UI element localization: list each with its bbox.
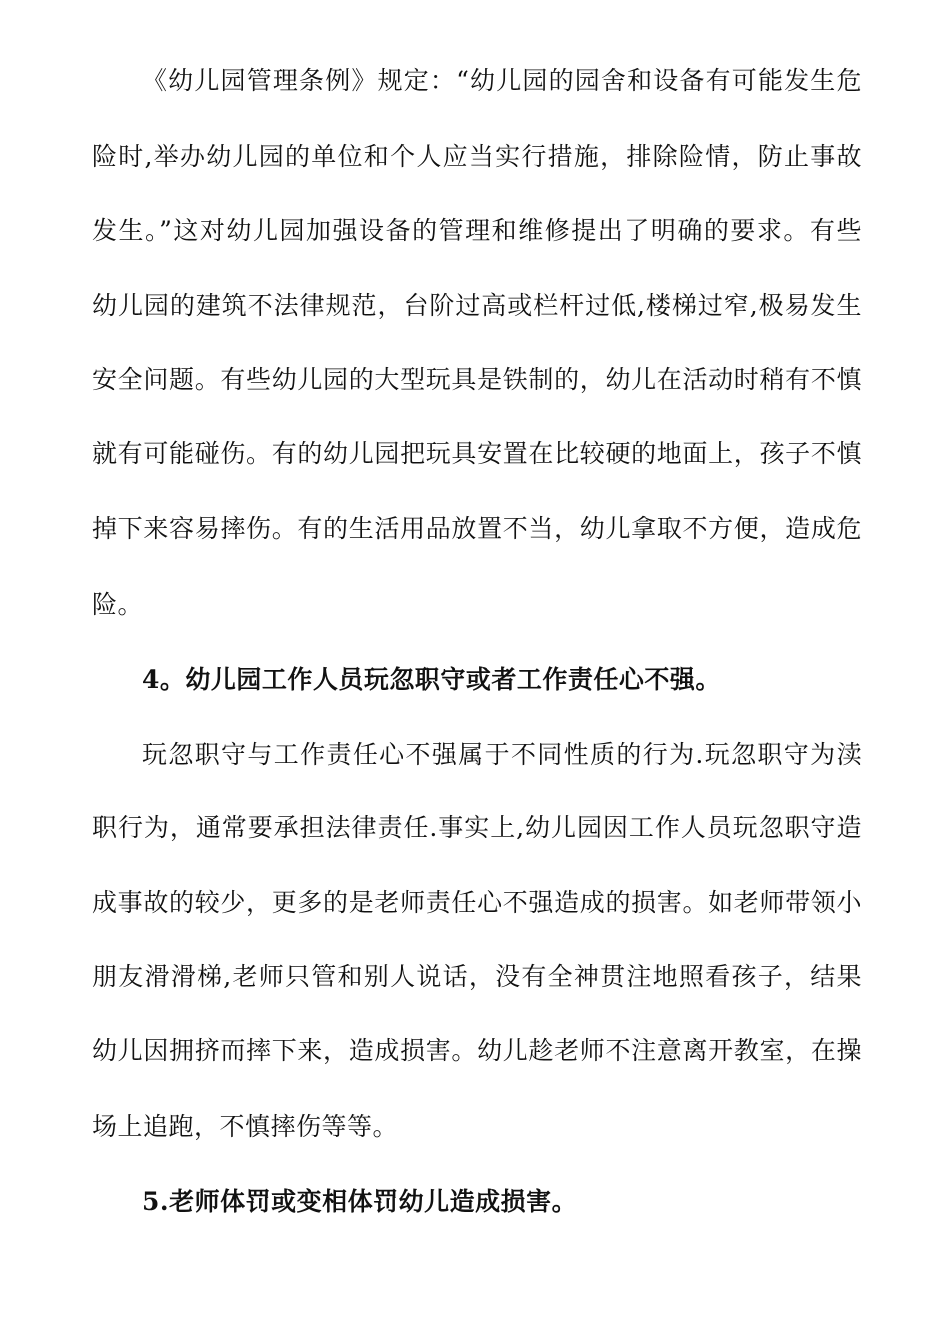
paragraph-line: 发生。”这对幼儿园加强设备的管理和维修提出了明确的要求。有些 xyxy=(92,216,862,245)
section-heading: 4。幼儿园工作人员玩忽职守或者工作责任心不强。 xyxy=(142,665,721,694)
paragraph-line: 职行为，通常要承担法律责任.事实上,幼儿园因工作人员玩忽职守造 xyxy=(92,813,862,842)
paragraph-line: 掉下来容易摔伤。有的生活用品放置不当，幼儿拿取不方便，造成危 xyxy=(92,514,862,543)
section-heading: 5.老师体罚或变相体罚幼儿造成损害。 xyxy=(142,1187,578,1216)
paragraph-line: 场上追跑，不慎摔伤等等。 xyxy=(92,1112,399,1141)
paragraph-line: 就有可能碰伤。有的幼儿园把玩具安置在比较硬的地面上，孩子不慎 xyxy=(92,439,862,468)
paragraph-line: 险。 xyxy=(92,590,144,619)
paragraph-line: 险时,举办幼儿园的单位和个人应当实行措施，排除险情，防止事故 xyxy=(92,142,862,171)
paragraph-line: 玩忽职守与工作责任心不强属于不同性质的行为.玩忽职守为渎 xyxy=(142,740,862,769)
paragraph-line: 安全问题。有些幼儿园的大型玩具是铁制的，幼儿在活动时稍有不慎 xyxy=(92,365,862,394)
paragraph-line: 成事故的较少，更多的是老师责任心不强造成的损害。如老师带领小 xyxy=(92,888,862,917)
paragraph-line: 朋友滑滑梯,老师只管和别人说话，没有全神贯注地照看孩子，结果 xyxy=(92,962,862,991)
paragraph-line: 《幼儿园管理条例》规定：“幼儿园的园舍和设备有可能发生危 xyxy=(142,66,862,95)
paragraph-line: 幼儿因拥挤而摔下来，造成损害。幼儿趁老师不注意离开教室，在操 xyxy=(92,1036,862,1065)
paragraph-line: 幼儿园的建筑不法律规范，台阶过高或栏杆过低,楼梯过窄,极易发生 xyxy=(92,291,862,320)
